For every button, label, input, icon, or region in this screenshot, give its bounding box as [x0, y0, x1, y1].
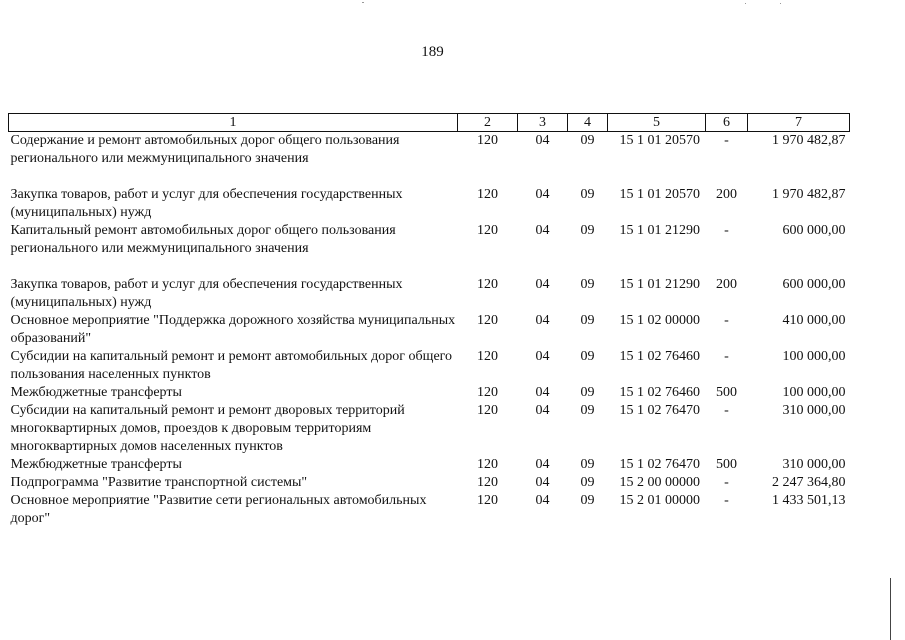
header-cell: 1	[9, 114, 458, 132]
row-name: Капитальный ремонт автомобильных дорог общего пользования регионального или межмуниципального значения	[10, 223, 396, 256]
row-name: Субсидии на капитальный ремонт и ремонт автомобильных дорог общего пользования населенных пунктов	[10, 349, 453, 382]
cell-col3: 04	[535, 385, 550, 400]
cell-col3: 04	[535, 457, 550, 472]
cell-col6: 500	[716, 457, 737, 472]
row-name: Основное мероприятие "Развитие сети региональных автомобильных дорог"	[10, 493, 427, 526]
cell-col7: 1 433 501,13	[772, 493, 846, 508]
cell-col2: 120	[477, 133, 498, 148]
cell-col7: 310 000,00	[782, 457, 846, 472]
table-row	[9, 312, 850, 348]
cell-col4: 09	[580, 133, 595, 148]
cell-col7: 100 000,00	[782, 349, 846, 364]
cell-col6: 200	[716, 277, 737, 292]
cell-col7: 600 000,00	[782, 223, 846, 238]
table-row	[9, 222, 850, 276]
header-cell: 7	[748, 114, 850, 132]
cell-col4: 09	[580, 403, 595, 418]
cell-col3: 04	[535, 133, 550, 148]
cell-col6: -	[724, 223, 729, 238]
row-name: Закупка товаров, работ и услуг для обеспечения государственных (муниципальных) нужд	[10, 187, 403, 220]
row-name: Основное мероприятие "Поддержка дорожного хозяйства муниципальных образований"	[10, 313, 456, 346]
table-row	[9, 456, 850, 474]
cell-col6: -	[724, 475, 729, 490]
cell-col3: 04	[535, 403, 550, 418]
cell-col4: 09	[580, 385, 595, 400]
cell-col7: 1 970 482,87	[772, 133, 846, 148]
budget-table	[8, 113, 850, 528]
scan-edge-mark	[890, 578, 891, 640]
row-name: Межбюджетные трансферты	[10, 457, 182, 472]
table-row	[9, 474, 850, 492]
header-cell: 4	[568, 114, 608, 132]
scan-speck	[362, 2, 364, 3]
cell-col2: 120	[477, 403, 498, 418]
cell-col5: 15 1 02 76460	[619, 385, 700, 400]
row-name: Подпрограмма "Развитие транспортной системы"	[10, 475, 308, 490]
header-cell: 6	[706, 114, 748, 132]
cell-col5: 15 2 01 00000	[619, 493, 700, 508]
row-name: Закупка товаров, работ и услуг для обеспечения государственных (муниципальных) нужд	[10, 277, 403, 310]
cell-col2: 120	[477, 277, 498, 292]
cell-col6: -	[724, 403, 729, 418]
cell-col2: 120	[477, 385, 498, 400]
table-row	[9, 132, 850, 187]
scan-speck	[745, 3, 746, 4]
cell-col7: 2 247 364,80	[772, 475, 846, 490]
scan-speck	[780, 3, 781, 4]
table-row	[9, 402, 850, 456]
cell-col4: 09	[580, 457, 595, 472]
cell-col6: -	[724, 349, 729, 364]
cell-col6: -	[724, 313, 729, 328]
page-number: 189	[421, 44, 444, 60]
cell-col5: 15 1 02 76470	[619, 403, 700, 418]
cell-col7: 1 970 482,87	[772, 187, 846, 202]
cell-col7: 410 000,00	[782, 313, 846, 328]
cell-col7: 100 000,00	[782, 385, 846, 400]
cell-col2: 120	[477, 457, 498, 472]
cell-col4: 09	[580, 349, 595, 364]
table-row	[9, 276, 850, 312]
cell-col4: 09	[580, 475, 595, 490]
row-name: Межбюджетные трансферты	[10, 385, 182, 400]
cell-col5: 15 1 02 00000	[619, 313, 700, 328]
cell-col5: 15 1 02 76460	[619, 349, 700, 364]
table-row	[9, 492, 850, 528]
cell-col3: 04	[535, 223, 550, 238]
cell-col2: 120	[477, 493, 498, 508]
cell-col5: 15 2 00 00000	[619, 475, 700, 490]
cell-col2: 120	[477, 349, 498, 364]
cell-col6: -	[724, 133, 729, 148]
cell-col6: -	[724, 493, 729, 508]
cell-col4: 09	[580, 313, 595, 328]
cell-col4: 09	[580, 277, 595, 292]
row-name: Субсидии на капитальный ремонт и ремонт дворовых территорий многоквартирных домов, проездов к дворовым территориям многоквартирных домов населенных пунктов	[10, 403, 405, 454]
cell-col3: 04	[535, 493, 550, 508]
header-cell: 5	[608, 114, 706, 132]
cell-col4: 09	[580, 187, 595, 202]
cell-col3: 04	[535, 313, 550, 328]
cell-col3: 04	[535, 187, 550, 202]
cell-col2: 120	[477, 223, 498, 238]
cell-col5: 15 1 01 20570	[619, 133, 700, 148]
cell-col5: 15 1 01 20570	[619, 187, 700, 202]
cell-col2: 120	[477, 187, 498, 202]
table-row	[9, 348, 850, 384]
cell-col2: 120	[477, 475, 498, 490]
table-row	[9, 186, 850, 222]
cell-col7: 600 000,00	[782, 277, 846, 292]
header-cell: 3	[518, 114, 568, 132]
table-row	[9, 384, 850, 402]
cell-col7: 310 000,00	[782, 403, 846, 418]
cell-col4: 09	[580, 493, 595, 508]
cell-col6: 200	[716, 187, 737, 202]
row-name: Содержание и ремонт автомобильных дорог общего пользования регионального или межмуниципального значения	[10, 133, 400, 166]
cell-col3: 04	[535, 475, 550, 490]
cell-col4: 09	[580, 223, 595, 238]
cell-col5: 15 1 01 21290	[619, 223, 700, 238]
header-row	[9, 114, 850, 132]
cell-col3: 04	[535, 277, 550, 292]
cell-col2: 120	[477, 313, 498, 328]
cell-col5: 15 1 01 21290	[619, 277, 700, 292]
cell-col3: 04	[535, 349, 550, 364]
cell-col5: 15 1 02 76470	[619, 457, 700, 472]
cell-col6: 500	[716, 385, 737, 400]
header-cell: 2	[458, 114, 518, 132]
